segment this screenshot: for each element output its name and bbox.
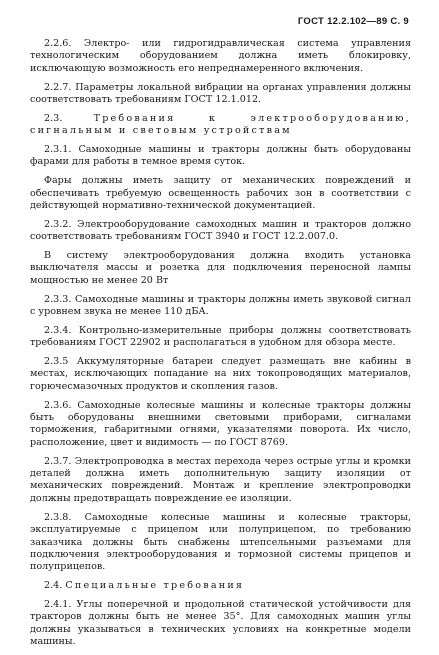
paragraph-2-2-6: 2.2.6. Электро- или гидрогидравлическая система управления технологическим оборудованием должна иметь блокировку, исключающую возможность его непреднамеренного включения.: [30, 38, 411, 74]
paragraph-2-3-8: 2.3.8. Самоходные колесные машины и колесные тракторы, эксплуатируемые с прицепом или полуприцепом, по требованию заказчика должны быть снабжены штепсельными разъемами для подключения электрооборудования и тормозной системы прицепов и полуприцепов.: [30, 511, 411, 573]
paragraph-2-3-1-continued: Фары должны иметь защиту от механических повреждений и обеспечивать требуемую освещенность рабочих зон в соответствии с действующей нормативно-технической документацией.: [30, 175, 411, 212]
paragraph-2-3-4: 2.3.4. Контрольно-измерительные приборы должны соответствовать требованиям ГОСТ 22902 и располагаться в удобном для обзора месте.: [30, 324, 411, 349]
paragraph-2-3-3: 2.3.3. Самоходные машины и тракторы должны иметь звуковой сигнал с уровнем звука не менее 110 дБА.: [30, 293, 411, 318]
section-title: Требования к электрооборудованию, сигнальным и световым устройствам: [30, 112, 411, 137]
section-heading-2-4: [30, 580, 411, 592]
paragraph-2-3-1: 2.3.1. Самоходные машины и тракторы должны быть оборудованы фарами для работы в темное время суток.: [30, 144, 411, 168]
paragraph-2-3-7: 2.3.7. Электропроводка в местах перехода через острые углы и кромки деталей должна иметь дополнительную защиту изоляции от механических повреждений. Монтаж и крепление электропроводки должны предотвращать повреждение ее изоляции.: [30, 455, 411, 504]
document-body: [30, 38, 411, 655]
paragraph-2-3-6: 2.3.6. Самоходные колесные машины и колесные тракторы должны быть оборудованы внешними световыми приборами, сигналами торможения, габаритными огнями, указателями поворота. Их число, расположение, цвет и видимость — по ГОСТ 8769.: [30, 399, 411, 448]
paragraph-2-3-2-continued: В систему электрооборудования должна входить установка выключателя массы и розетка для подключения переносной лампы мощностью не менее 20 Вт: [30, 250, 411, 286]
section-title: Специальные требования: [65, 580, 245, 592]
paragraph-2-2-7: 2.2.7. Параметры локальной вибрации на органах управления должны соответствовать требованиям ГОСТ 12.1.012.: [30, 81, 411, 106]
section-number: 2.3.: [44, 112, 63, 124]
paragraph-2-3-2: 2.3.2. Электрооборудование самоходных машин и тракторов должно соответствовать требованиям ГОСТ 3940 и ГОСТ 12.2.007.0.: [30, 218, 411, 243]
paragraph-2-4-1: 2.4.1. Углы поперечной и продольной статической устойчивости для тракторов должны быть не менее 35°. Для самоходных машин углы должны указываться в технических условиях на конкретные модели машины.: [30, 598, 411, 648]
section-number: 2.4.: [44, 580, 63, 592]
paragraph-2-3-5: 2.3.5 Аккумуляторные батареи следует размещать вне кабины в местах, исключающих попадание на них токопроводящих материалов, горючесмазочных продуктов и скопления газов.: [30, 356, 411, 392]
section-heading-2-3: [30, 113, 411, 138]
page-header: ГОСТ 12.2.102—89 С. 9: [297, 16, 409, 27]
